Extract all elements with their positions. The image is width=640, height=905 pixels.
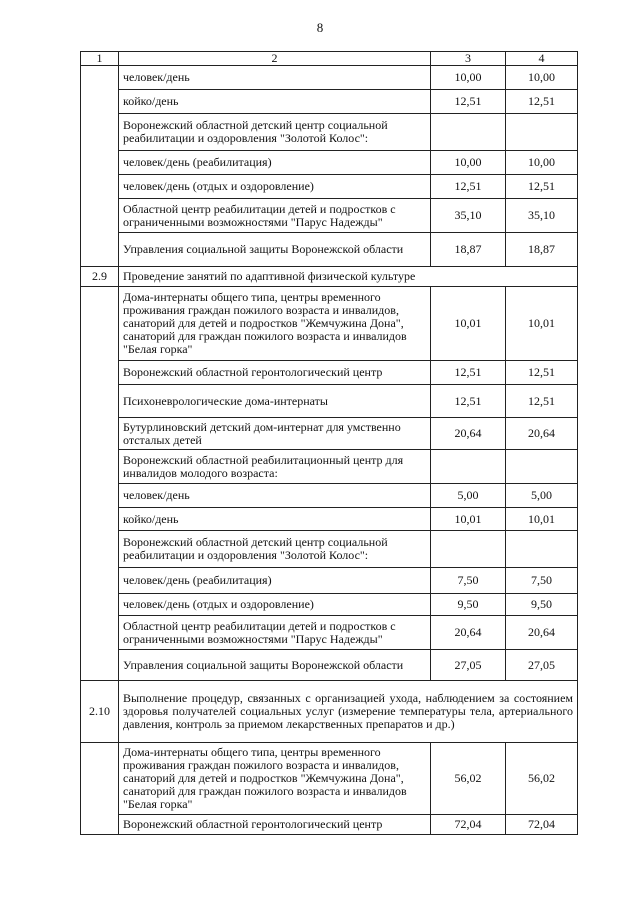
service-recipient: Воронежский областной геронтологический центр (119, 361, 431, 385)
table-row (81, 287, 578, 361)
tariff-value: 12,51 (431, 361, 506, 385)
table-row (81, 568, 578, 594)
table-row (81, 594, 578, 616)
tariff-value: 56,02 (431, 743, 506, 815)
tariff-value: 5,00 (506, 484, 578, 508)
service-recipient: человек/день (реабилитация) (119, 151, 431, 175)
tariff-value: 18,87 (506, 233, 578, 267)
tariff-value: 10,00 (431, 151, 506, 175)
tariff-value: 20,64 (506, 616, 578, 650)
table-row (81, 531, 578, 568)
service-recipient: Воронежский областной реабилитационный центр для инвалидов молодого возраста: (119, 450, 431, 484)
section-number-cell (81, 66, 119, 267)
service-recipient: человек/день (отдых и оздоровление) (119, 175, 431, 199)
service-recipient: человек/день (119, 66, 431, 90)
tariff-value: 10,01 (506, 287, 578, 361)
tariff-value: 35,10 (506, 199, 578, 233)
tariff-value: 10,01 (431, 508, 506, 531)
tariff-value (431, 531, 506, 568)
table-row (81, 66, 578, 90)
tariff-value (506, 450, 578, 484)
tariff-value: 7,50 (506, 568, 578, 594)
tariff-value (506, 114, 578, 151)
table-row (81, 199, 578, 233)
tariff-value: 72,04 (431, 815, 506, 835)
service-recipient: человек/день (реабилитация) (119, 568, 431, 594)
tariff-value: 12,51 (431, 385, 506, 418)
table-row (81, 114, 578, 151)
section-number: 2.10 (81, 681, 119, 743)
tariff-value: 10,00 (431, 66, 506, 90)
service-recipient: Воронежский областной детский центр социальной реабилитации и оздоровления "Золотой Колос": (119, 531, 431, 568)
table-row (81, 743, 578, 815)
service-recipient: койко/день (119, 90, 431, 114)
table-row (81, 361, 578, 385)
tariff-value: 12,51 (506, 90, 578, 114)
tariff-value: 9,50 (431, 594, 506, 616)
section-title: Проведение занятий по адаптивной физической культуре (119, 267, 578, 287)
service-recipient: Управления социальной защиты Воронежской области (119, 233, 431, 267)
service-recipient: Воронежский областной геронтологический центр (119, 815, 431, 835)
service-recipient: Областной центр реабилитации детей и подростков с ограниченными возможностями "Парус Надежды" (119, 199, 431, 233)
table-row (81, 418, 578, 450)
column-number-4: 4 (506, 52, 578, 66)
table-row (81, 175, 578, 199)
tariff-value: 7,50 (431, 568, 506, 594)
service-recipient: Дома-интернаты общего типа, центры временного проживания граждан пожилого возраста и инвалидов, санаторий для детей и подростков "Жемчужина Дона", санаторий для граждан пожилого возраста и инвалидов "Белая горка" (119, 287, 431, 361)
column-number-2: 2 (119, 52, 431, 66)
tariff-value: 12,51 (506, 175, 578, 199)
service-recipient: Управления социальной защиты Воронежской области (119, 650, 431, 681)
tariff-value: 10,01 (506, 508, 578, 531)
service-recipient: Воронежский областной детский центр социальной реабилитации и оздоровления "Золотой Колос": (119, 114, 431, 151)
tariff-value: 10,00 (506, 66, 578, 90)
service-recipient: человек/день (отдых и оздоровление) (119, 594, 431, 616)
tariff-value (431, 114, 506, 151)
service-recipient: койко/день (119, 508, 431, 531)
tariff-value: 12,51 (431, 175, 506, 199)
column-number-1: 1 (81, 52, 119, 66)
section-row (81, 681, 578, 743)
tariff-value: 9,50 (506, 594, 578, 616)
table-row (81, 90, 578, 114)
table-row (81, 151, 578, 175)
service-recipient: Психоневрологические дома-интернаты (119, 385, 431, 418)
tariff-value: 20,64 (431, 418, 506, 450)
table-row (81, 616, 578, 650)
tariff-table (80, 51, 578, 835)
service-recipient: Дома-интернаты общего типа, центры временного проживания граждан пожилого возраста и инвалидов, санаторий для детей и подростков "Жемчужина Дона", санаторий для граждан пожилого возраста и инвалидов "Белая горка" (119, 743, 431, 815)
table-row (81, 815, 578, 835)
column-number-row (81, 52, 578, 66)
section-row (81, 267, 578, 287)
tariff-value: 27,05 (431, 650, 506, 681)
tariff-table-body (81, 52, 578, 835)
tariff-value (431, 450, 506, 484)
tariff-value: 18,87 (431, 233, 506, 267)
tariff-value: 12,51 (506, 361, 578, 385)
service-recipient: человек/день (119, 484, 431, 508)
tariff-value: 12,51 (431, 90, 506, 114)
table-row (81, 450, 578, 484)
section-number-cell (81, 743, 119, 835)
table-row (81, 484, 578, 508)
table-row (81, 508, 578, 531)
section-title: Выполнение процедур, связанных с организацией ухода, наблюдением за состоянием здоровья получателей социальных услуг (измерение температуры тела, артериального давления, контроль за приемом лекарственных препаратов и др.) (119, 681, 578, 743)
service-recipient: Областной центр реабилитации детей и подростков с ограниченными возможностями "Парус Надежды" (119, 616, 431, 650)
tariff-value: 35,10 (431, 199, 506, 233)
tariff-value: 10,00 (506, 151, 578, 175)
section-number: 2.9 (81, 267, 119, 287)
tariff-value: 20,64 (431, 616, 506, 650)
tariff-value: 12,51 (506, 385, 578, 418)
table-row (81, 650, 578, 681)
table-row (81, 233, 578, 267)
tariff-value: 56,02 (506, 743, 578, 815)
tariff-value: 20,64 (506, 418, 578, 450)
table-row (81, 385, 578, 418)
tariff-value: 5,00 (431, 484, 506, 508)
column-number-3: 3 (431, 52, 506, 66)
section-number-cell (81, 287, 119, 681)
service-recipient: Бутурлиновский детский дом-интернат для умственно отсталых детей (119, 418, 431, 450)
tariff-value: 72,04 (506, 815, 578, 835)
tariff-value: 10,01 (431, 287, 506, 361)
tariff-value (506, 531, 578, 568)
page-number: 8 (316, 20, 324, 35)
tariff-value: 27,05 (506, 650, 578, 681)
